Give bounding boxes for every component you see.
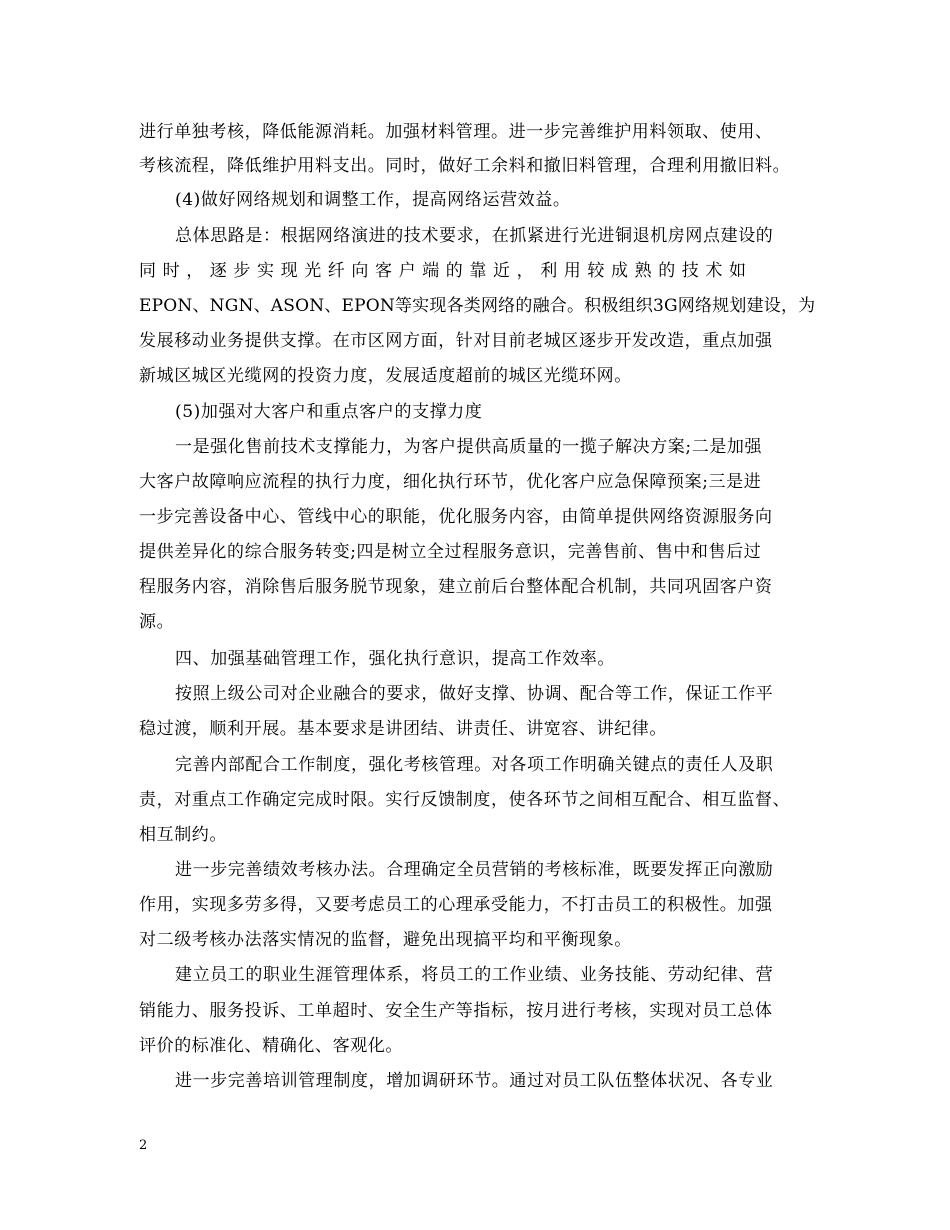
text-line: 进行单独考核，降低能源消耗。加强材料管理。进一步完善维护用料领取、使用、 (139, 122, 773, 142)
text-line: 稳过渡，顺利开展。基本要求是讲团结、讲责任、讲宽容、讲纪律。 (139, 719, 667, 739)
text-line: 对二级考核办法落实情况的监督，避免出现搞平均和平衡现象。 (139, 930, 632, 950)
text-line: 完善内部配合工作制度，强化考核管理。对各项工作明确关键点的责任人及职 (175, 755, 774, 775)
text-line: 建立员工的职业生涯管理体系，将员工的工作业绩、业务技能、劳动纪律、营 (175, 965, 774, 985)
text-line: 总体思路是：根据网络演进的技术要求，在抓紧进行光进铜退机房网点建设的 (175, 226, 774, 246)
text-line: 按照上级公司对企业融合的要求，做好支撑、协调、配合等工作，保证工作平 (175, 684, 774, 704)
text-line: 作用，实现多劳多得，又要考虑员工的心理承受能力，不打击员工的积极性。加强 (139, 895, 773, 915)
text-line: 进一步完善绩效考核办法。合理确定全员营销的考核标准，既要发挥正向激励 (175, 860, 774, 880)
text-line: 同时，逐步实现光纤向客户端的靠近，利用较成熟的技术如 (139, 261, 753, 281)
text-line: 评价的标准化、精确化、客观化。 (139, 1036, 403, 1056)
text-line: 提供差异化的综合服务转变;四是树立全过程服务意识，完善售前、售中和售后过 (139, 542, 762, 562)
text-line: 进一步完善培训管理制度，增加调研环节。通过对员工队伍整体状况、各专业 (175, 1071, 774, 1091)
text-line: 程服务内容，消除售后服务脱节现象，建立前后台整体配合机制，共同巩固客户资 (139, 577, 773, 597)
text-line: 责，对重点工作确定完成时限。实行反馈制度，使各环节之间相互配合、相互监督、 (139, 790, 791, 810)
text-line: 相互制约。 (139, 825, 227, 845)
text-line: 源。 (139, 612, 175, 632)
text-line: 销能力、服务投诉、工单超时、安全生产等指标，按月进行考核，实现对员工总体 (139, 1001, 773, 1021)
text-line: 考核流程，降低维护用料支出。同时，做好工余料和撤旧料管理，合理利用撤旧料。 (139, 156, 791, 176)
text-line: 一步完善设备中心、管线中心的职能，优化服务内容，由简单提供网络资源服务向 (139, 507, 773, 527)
section-heading: (5)加强对大客户和重点客户的支撑力度 (175, 402, 483, 422)
text-line: 新城区城区光缆网的投资力度，发展适度超前的城区光缆环网。 (139, 366, 632, 386)
text-line: EPON、NGN、ASON、EPON等实现各类网络的融合。积极组织3G网络规划建设，为 (139, 296, 816, 316)
section-heading: (4)做好网络规划和调整工作，提高网络运营效益。 (175, 190, 571, 210)
text-line: 一是强化售前技术支撑能力，为客户提供高质量的一揽子解决方案;二是加强 (175, 437, 763, 457)
text-line: 发展移动业务提供支撑。在市区网方面，针对目前老城区逐步开发改造，重点加强 (139, 331, 773, 351)
page-number: 2 (139, 1138, 148, 1153)
text-line: 大客户故障响应流程的执行力度，细化执行环节，优化客户应急保障预案;三是进 (139, 472, 762, 492)
section-heading: 四、加强基础管理工作，强化执行意识，提高工作效率。 (175, 649, 615, 669)
